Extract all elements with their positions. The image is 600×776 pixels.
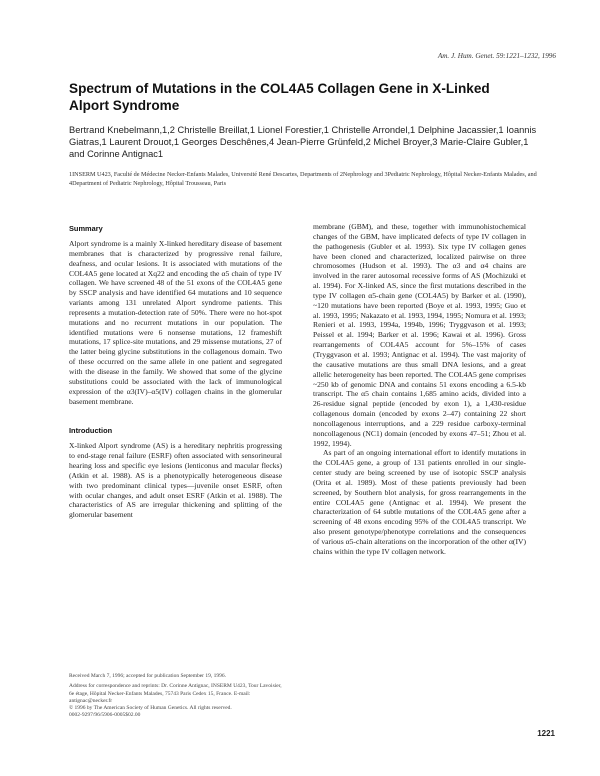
author-list: Bertrand Knebelmann,1,2 Christelle Breillat,1 Lionel Forestier,1 Christelle Arrondel,1 Delphine Jacassier,1 Ioannis Giatras,1 Laurent Drouot,1 Georges Deschênes,4 Jean-Pierre Grünfeld,2 Michel Broyer,3 Marie-Claire Gubler,1 and Corinne Antignac1 <box>69 125 537 159</box>
summary-heading: Summary <box>69 224 103 233</box>
summary-text: Alport syndrome is a mainly X-linked hereditary disease of basement membranes that is characterized by progressive renal failure, deafness, and ocular lesions. It is associated with mutations of the COL4A5 gene located at Xq22 and encoding the α5 chain of type IV collagen. We have screened 48 of the 51 exons of the COL4A5 gene by SSCP analysis and have identified 64 mutations and 10 sequence variants among 131 unrelated Alport syndrome patients. This represents a mutation-detection rate of 50%. There were no hot-spot mutations and no recurrent mutations in our population. The identified mutations were 6 nonsense mutations, 12 frameshift mutations, 17 splice-site mutations, and 29 missense mutations, 27 of the latter being glycine substitutions in the collagenous domain. Two of these occurred on the same allele in one patient and segregated with the disease in the family. We showed that some of the glycine substitutions could be associated with the lack of immunological expression of the α3(IV)–α5(IV) collagen chains in the glomerular basement membrane. <box>69 239 282 406</box>
body-paragraph-1: membrane (GBM), and these, together with immunohistochemical changes of the GBM, have implicated defects of type IV collagen in the pathogenesis (Gubler et al. 1993). Six type IV collagen genes have been cloned and characterized, localized pairwise on three chromosomes (Hudson et al. 1993). The α3 and α4 chains are involved in the rarer autosomal recessive forms of AS (Mochizuki et al. 1994). For X-linked AS, since the first mutations described in the type IV collagen α5-chain gene (COL4A5) by Barker et al. (1990), ~120 mutations have been reported (Boye et al. 1993, 1995; Guo et al. 1993, 1995; Nakazato et al. 1993, 1994, 1995; Nomura et al. 1993; Renieri et al. 1993, 1994a, 1994b, 1996; Tryggvason et al. 1993; Peissel et al. 1994; Barker et al. 1996; Kawai et al. 1996). Gross rearrangements of COL4A5 account for 5%–15% of cases (Tryggvason et al. 1993; Antignac et al. 1994). The vast majority of the causative mutations are thus small DNA lesions, and a great allelic heterogeneity has been reported. The COL4A5 gene comprises ~250 kb of genomic DNA and contains 51 exons encoding a 6.5-kb transcript. The α5 chain contains 1,685 amino acids, divided into a 26-residue signal peptide (encoded by exon 1), a 1,430-residue collagenous domain (encoded by exons 2–47) containing 22 short noncollagenous interruptions, and a 229 residue carboxy-terminal noncollagenous (NC1) domain (encoded by exons 47–51; Zhou et al. 1992, 1994). <box>313 222 526 448</box>
left-column <box>69 224 282 520</box>
page-number: 1221 <box>537 729 555 738</box>
introduction-heading: Introduction <box>69 426 113 436</box>
introduction-text: X-linked Alport syndrome (AS) is a hereditary nephritis progressing to end-stage renal failure (ESRF) often associated with sensorineural hearing loss and specific eye lesions (lenticonus and macular flecks) (Atkin et al. 1988). AS is a phenotypically heterogeneous disease with two predominant clinical types—juvenile onset ESRF, often with ocular changes, and adult onset ESRF (Atkin et al. 1988). The characteristics of AS are irregular thickening and splitting of the glomerular basement <box>69 441 282 520</box>
article-title: Spectrum of Mutations in the COL4A5 Collagen Gene in X-Linked Alport Syndrome <box>69 81 490 113</box>
footnotes <box>69 673 282 720</box>
right-column <box>313 222 526 557</box>
issn-code: 0002-9297/96/5906-0005$02.00 <box>69 712 141 719</box>
affiliations: 1INSERM U423, Faculté de Médecine Necker-Enfants Malades, Université René Descartes, Departments of 2Nephrology and 3Pediatric Nephrology, Hôpital Necker-Enfants Malades, and 4Department of Pediatric Nephrology, Hôpital Trousseau, Paris <box>69 171 537 187</box>
copyright-notice: © 1996 by The American Society of Human Genetics. All rights reserved. <box>69 705 232 712</box>
received-dates: Received March 7, 1996; accepted for publication September 19, 1996. <box>69 673 227 679</box>
body-paragraph-2: As part of an ongoing international effort to identify mutations in the COL4A5 gene, a group of 131 patients enrolled in our single-center study are being screened by use of isotopic SSCP analysis (Orita et al. 1989). Most of these patients previously had been screened, by Southern blot analysis, for gross rearrangements in the entire COL4A5 gene (Antignac et al. 1994). We present the characterization of 64 subtle mutations of the COL4A5 gene after a screening of 48 exons encoding 95% of the COL4A5 transcript. We also present genotype/phenotype correlations and the consequences of various α5-chain alterations on the incorporation of the other α(IV) chains within the type IV collagen network. <box>313 448 526 556</box>
correspondence-address: Address for correspondence and reprints: Dr. Corinne Antignac, INSERM U423, Tour Lavoisier, 6e étage, Hôpital Necker-Enfants Malades, 75743 Paris Cedex 15, France. E-mail: antignac@necker.fr <box>69 683 282 704</box>
journal-reference: Am. J. Hum. Genet. 59:1221–1232, 1996 <box>437 52 556 60</box>
